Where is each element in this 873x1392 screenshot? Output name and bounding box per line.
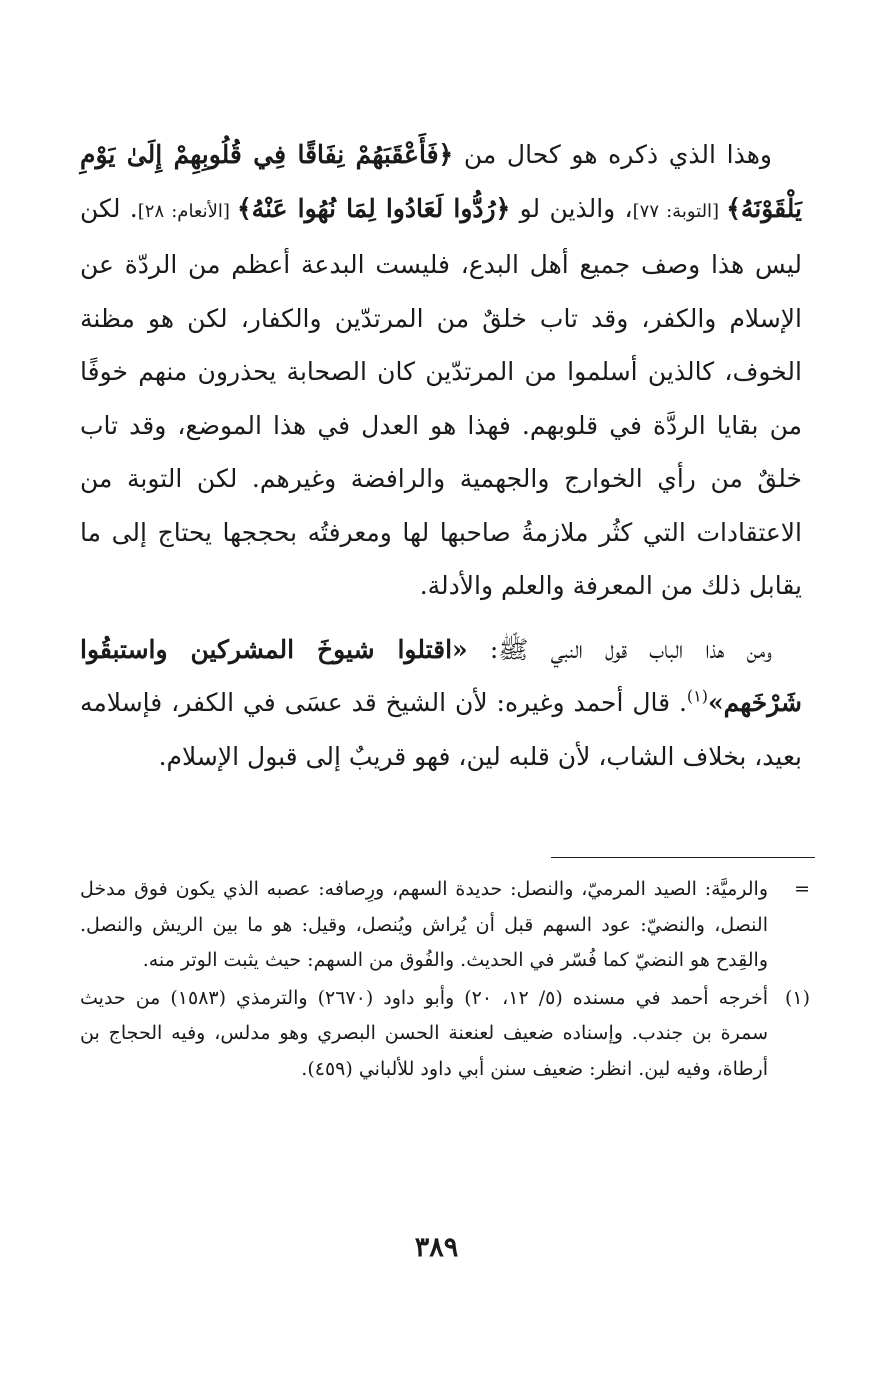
- footnote-text: والرميَّة: الصيد المرميّ، والنصل: حديدة السهم، ورِصافه: عصبه الذي يكون فوق مدخل النصل، والنضيّ: عود السهم قبل أن يُراش ويُنصل، وقيل: هو ما بين الريش والنصل. والقِدح هو النضيّ كما فُسّر في الحديث. والفُوق من السهم: حيث يثبت الوتر منه.: [80, 878, 768, 971]
- footnote-divider: [551, 857, 815, 858]
- verse-reference: [الأنعام: ٢٨]: [137, 200, 238, 222]
- footnote-continued: [80, 872, 810, 979]
- paragraph-2: [80, 623, 802, 784]
- continuation-marker: =: [794, 878, 810, 900]
- footnote-text: أخرجه أحمد في مسنده (٥/ ١٢، ٢٠) وأبو داود (٢٦٧٠) والترمذي (١٥٨٣) من حديث سمرة بن جندب. وإسناده ضعيف لعنعنة الحسن البصري وهو مدلس، وفيه الحجاج بن أرطاة، وفيه لين. انظر: ضعيف سنن أبي داود للألباني (٤٥٩).: [80, 986, 769, 1080]
- page-number: ٣٨٩: [414, 1232, 459, 1263]
- text-run: . لكن ليس هذا وصف جميع أهل البدع، فليست البدعة أعظم من الردّة عن الإسلام والكفر، وقد تاب خلقٌ من المرتدّين والكفار، لكن هو مظنة الخوف، كالذين أسلموا من المرتدّين كان الصحابة يحذرون منهم خوفًا من بقايا الردَّة في قلوبهم. فهذا هو العدل في هذا الموضع، وقد تاب خلقٌ من رأي الخوارج والجهمية والرافضة وغيرهم. لكن التوبة من الاعتقادات التي كثُر ملازمةُ صاحبها لها ومعرفتُه بحججها يحتاج إلى ما يقابل ذلك من المعرفة والعلم والأدلة.: [80, 193, 802, 600]
- hadith-quote: «اقتلوا شيوخَ المشركين واستبقُوا شَرْخَهم»: [80, 634, 802, 717]
- verse-reference: [التوبة: ٧٧]: [632, 200, 727, 222]
- text-run: ، والذين لو: [510, 193, 633, 223]
- paragraph-1: [80, 128, 802, 613]
- footnote-marker: (١): [686, 686, 709, 706]
- quran-verse: ﴿فَأَعْقَبَهُمْ نِفَاقًا فِي قُلُوبِهِمْ إِلَىٰ يَوْمِ يَلْقَوْنَهُ﴾: [80, 140, 802, 223]
- text-run: ومن هذا الباب قول النبي ﷺ:: [467, 634, 772, 664]
- footnote-number: (١): [784, 986, 810, 1009]
- text-run: وهذا الذي ذكره هو كحال من: [453, 140, 772, 169]
- quran-verse: ﴿رُدُّوا لَعَادُوا لِمَا نُهُوا عَنْهُ﴾: [237, 193, 511, 223]
- footnotes: [80, 872, 810, 1087]
- main-text: [80, 128, 802, 783]
- footnote-1: [80, 981, 810, 1088]
- text-run: . قال أحمد وغيره: لأن الشيخ قد عسَى في الكفر، فإسلامه بعيد، بخلاف الشاب، لأن قلبه لين، فهو قريبٌ إلى قبول الإسلام.: [80, 688, 802, 771]
